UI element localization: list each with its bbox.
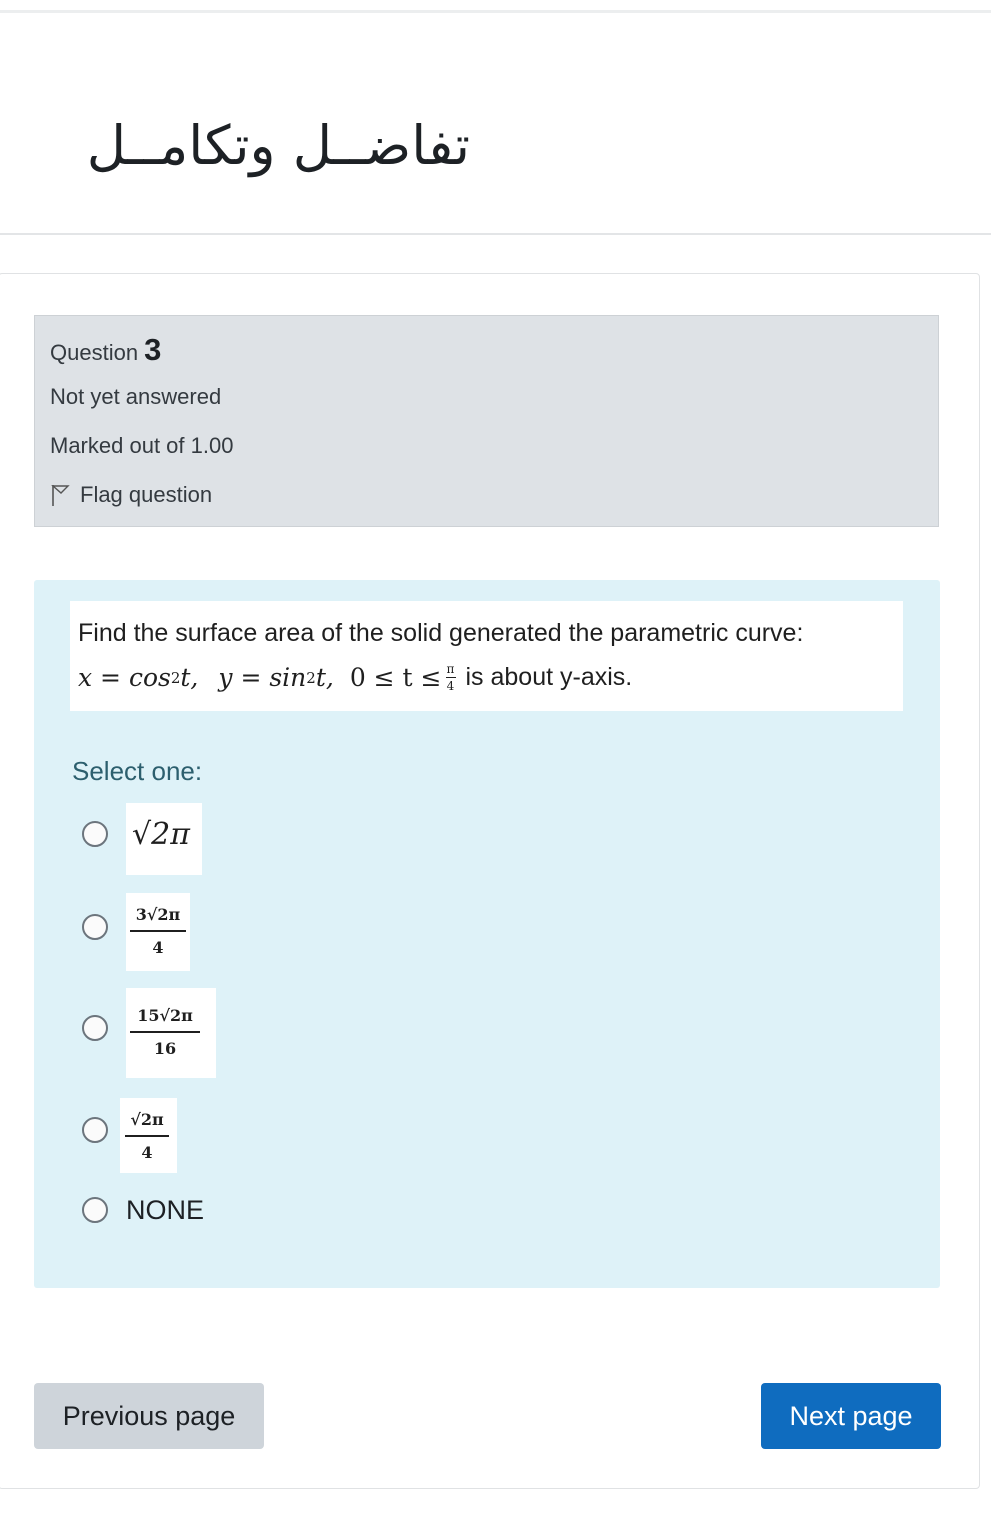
question-text-suffix: is about y-axis. (465, 663, 633, 691)
question-text-image (70, 601, 903, 711)
flag-question-label: Flag question (80, 482, 213, 507)
answer-option-4-fraction-bar (125, 1135, 169, 1137)
question-number-line (50, 332, 161, 368)
answer-option-1[interactable] (126, 803, 202, 875)
question-text-line1: Find the surface area of the solid generated the parametric curve: (78, 619, 804, 647)
next-page-button[interactable]: Next page (761, 1383, 941, 1449)
equation-x-exponent: 2 (170, 668, 181, 687)
answer-option-2[interactable] (126, 893, 190, 971)
answer-option-2-fraction (129, 905, 187, 957)
answer-option-3[interactable] (126, 988, 216, 1078)
answer-option-1-text: √2π (132, 817, 190, 852)
answer-option-4[interactable] (120, 1098, 177, 1173)
answer-option-3-numerator: 15√2π (137, 1006, 193, 1025)
question-state: Not yet answered (50, 384, 222, 409)
question-number: 3 (144, 332, 162, 367)
answer-option-3-denominator: 16 (153, 1039, 177, 1058)
equation-x-end: t, (180, 663, 199, 692)
equation-y-end: t, (315, 663, 334, 692)
answer-radio-2[interactable] (82, 914, 108, 940)
answer-option-4-denominator: 4 (141, 1143, 153, 1162)
equation-x: x = cos (78, 663, 171, 692)
answer-option-3-fraction (129, 1006, 201, 1058)
answer-radio-4[interactable] (82, 1117, 108, 1143)
equation-y-exponent: 2 (306, 668, 316, 687)
question-grade: Marked out of 1.00 (50, 433, 234, 458)
question-info-box (34, 315, 939, 527)
answer-option-3-fraction-bar (130, 1031, 200, 1033)
range-prefix: 0 ≤ t ≤ (349, 663, 442, 692)
previous-page-button[interactable]: Previous page (34, 1383, 264, 1449)
answer-radio-1[interactable] (82, 821, 108, 847)
answer-option-2-fraction-bar (130, 930, 186, 932)
equation-y: y = sin (218, 663, 307, 692)
range-numerator: π (446, 662, 455, 676)
answer-radio-3[interactable] (82, 1015, 108, 1041)
range-fraction (446, 663, 456, 692)
select-one-prompt: Select one: (72, 756, 203, 786)
range-fraction-bar (446, 677, 456, 678)
top-divider (0, 10, 991, 13)
answer-option-2-numerator: 3√2π (135, 905, 181, 924)
flag-icon (50, 483, 72, 507)
answer-option-4-numerator: √2π (130, 1110, 164, 1129)
answer-option-4-fraction (123, 1110, 171, 1162)
answer-option-5[interactable]: NONE (126, 1195, 205, 1225)
question-label: Question (50, 340, 139, 365)
answer-option-2-denominator: 4 (152, 938, 164, 957)
flag-question-link[interactable] (50, 482, 212, 508)
answer-radio-5[interactable] (82, 1197, 108, 1223)
question-text-line2 (78, 663, 632, 692)
header-divider (0, 233, 991, 235)
range-denominator: 4 (446, 679, 455, 693)
course-title: تفاضــل وتكامــل (86, 114, 470, 177)
